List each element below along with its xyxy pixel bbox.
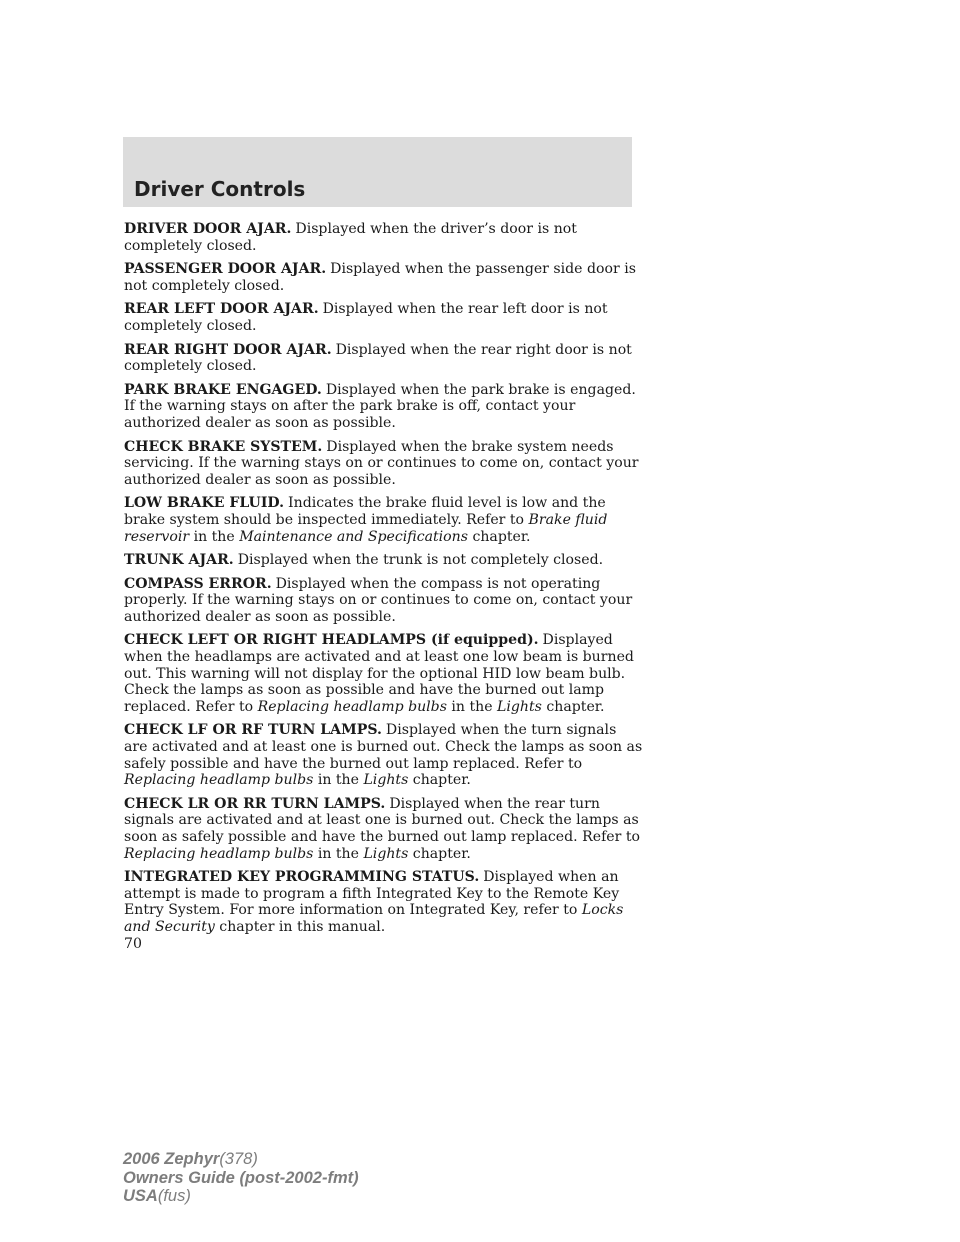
description-text: Displayed when the compass is not operating properly. If the warning stays on or continues to come on, contact your authorized dealer as soon as possible.	[124, 575, 633, 625]
description-text: Displayed when the rear left door is not completely closed.	[124, 301, 608, 334]
description-text: in the	[446, 698, 498, 715]
description-text: in the	[189, 528, 240, 545]
footer-line-3	[123, 1187, 359, 1206]
warning-message-term: CHECK BRAKE SYSTEM.	[124, 438, 323, 455]
footer-market-code: (fus)	[157, 1187, 191, 1205]
section-title: Driver Controls	[134, 177, 306, 201]
warning-message-term: PARK BRAKE ENGAGED.	[124, 381, 322, 398]
footer-model-code: (378)	[219, 1150, 258, 1168]
footer-guide-title: Owners Guide (post-2002-fmt)	[123, 1168, 359, 1187]
description-text: Displayed when the turn signals are activated and at least one is burned out. Check the lamps as soon as safely possible and have the burned out lamp replaced. Refer to	[124, 722, 643, 772]
cross-reference-text: Maintenance and Specifications	[239, 528, 468, 545]
description-text: Displayed when the park brake is engaged. If the warning stays on after the park brake is off, contact your authorized dealer as soon as possible.	[124, 381, 636, 431]
description-text: Displayed when the headlamps are activated and at least one low beam is burned out. This warning will not display for the optional HID low beam bulb. Check the lamps as soon as possible and have the burned out lamp replaced. Refer to	[124, 632, 634, 715]
warning-message-entry	[124, 722, 644, 788]
warning-message-entry	[124, 869, 644, 935]
description-text: chapter.	[408, 845, 471, 862]
warning-message-entry	[124, 576, 644, 626]
warning-message-entry	[124, 495, 644, 545]
section-header-band	[123, 137, 632, 207]
description-text: chapter in this manual.	[214, 918, 386, 935]
footer-line-1	[123, 1150, 359, 1169]
cross-reference-text: Locks and Security	[124, 902, 624, 935]
description-text: Displayed when the rear right door is not completely closed.	[124, 341, 632, 375]
description-text: Indicates the brake fluid level is low and the brake system should be inspected immediately. Refer to	[124, 495, 606, 528]
warning-message-term: COMPASS ERROR.	[124, 575, 272, 592]
warning-message-entry	[124, 301, 644, 334]
description-text: chapter.	[541, 698, 605, 715]
warning-message-term: PASSENGER DOOR AJAR.	[124, 261, 327, 278]
warning-message-term: REAR RIGHT DOOR AJAR.	[124, 341, 332, 358]
warning-message-entry	[124, 261, 644, 294]
cross-reference-text: Lights	[497, 698, 542, 715]
warning-message-entry	[124, 552, 644, 569]
document-footer	[123, 1150, 359, 1206]
warning-message-term: REAR LEFT DOOR AJAR.	[124, 301, 319, 318]
cross-reference-text: Replacing headlamp bulbs	[124, 772, 314, 789]
page-number: 70	[124, 936, 142, 952]
cross-reference-text: Replacing headlamp bulbs	[257, 698, 447, 715]
warning-message-term: CHECK LR OR RR TURN LAMPS.	[124, 795, 386, 812]
description-text: Displayed when the trunk is not completely closed.	[237, 552, 604, 569]
warning-message-entry	[124, 342, 644, 375]
footer-market: USA	[123, 1187, 158, 1205]
warning-message-term: CHECK LF OR RF TURN LAMPS.	[124, 722, 382, 739]
description-text: Displayed when the passenger side door is not completely closed.	[124, 261, 636, 294]
warning-message-term: LOW BRAKE FLUID.	[124, 495, 285, 512]
description-text: chapter.	[467, 528, 531, 545]
description-text: in the	[313, 772, 364, 789]
warning-message-entry	[124, 439, 644, 489]
description-text: Displayed when the brake system needs servicing. If the warning stays on or continues to come on, contact your authorized dealer as soon as possible.	[124, 438, 639, 488]
cross-reference-text: Lights	[363, 845, 409, 862]
description-text: in the	[313, 845, 364, 862]
description-text: Displayed when the rear turn signals are activated and at least one is burned out. Check the lamps as soon as safely possible and have the burned out lamp replaced. Refer to	[124, 795, 640, 845]
description-text: chapter.	[408, 772, 471, 789]
footer-model: 2006 Zephyr	[123, 1150, 220, 1168]
warning-message-term: TRUNK AJAR.	[124, 552, 234, 569]
warning-message-term: INTEGRATED KEY PROGRAMMING STATUS.	[124, 869, 480, 886]
warning-message-entry	[124, 221, 644, 254]
cross-reference-text: Brake fluid reservoir	[124, 511, 608, 545]
cross-reference-text: Replacing headlamp bulbs	[124, 845, 314, 862]
warning-message-term: DRIVER DOOR AJAR.	[124, 221, 292, 237]
description-text: Displayed when an attempt is made to program a fifth Integrated Key to the Remote Key Entry System. For more information on Integrated Key, refer to	[124, 869, 620, 919]
cross-reference-text: Lights	[363, 772, 409, 789]
warning-message-term: CHECK LEFT OR RIGHT HEADLAMPS (if equipped).	[124, 632, 539, 649]
warning-message-entry	[124, 382, 644, 432]
warning-message-entry	[124, 796, 644, 862]
warning-message-entry	[124, 632, 644, 715]
warning-message-list	[124, 221, 644, 943]
description-text: Displayed when the driver’s door is not completely closed.	[124, 221, 577, 254]
